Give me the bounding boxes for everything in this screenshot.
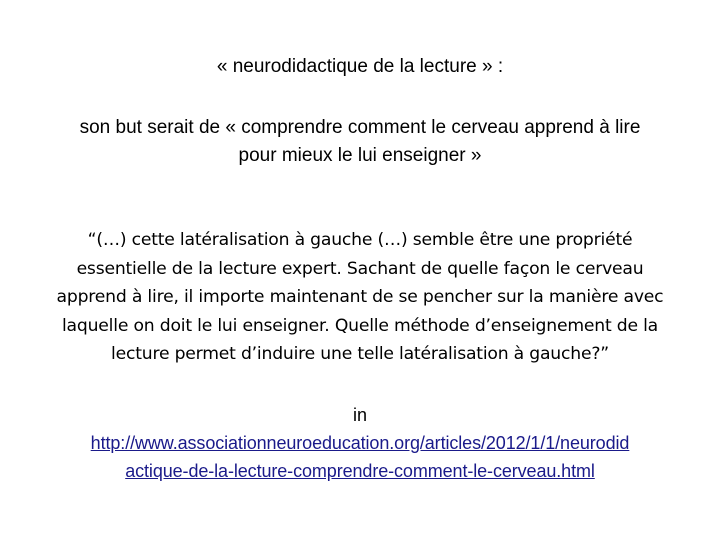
- source-link-line: http://www.associationneuroeducation.org/articles/2012/1/1/neurodid: [90, 433, 630, 453]
- quote-line: lecture permet d’induire une telle latéralisation à gauche?”: [111, 344, 609, 364]
- quote-line: laquelle on doit le lui enseigner. Quelle méthode d’enseignement de la: [61, 315, 659, 336]
- quote-line: essentielle de la lecture expert. Sachant de quelle façon le cerveau: [76, 258, 644, 279]
- slide-title-text: « neurodidactique de la lecture » :: [216, 56, 504, 77]
- definition-line: son but serait de « comprendre comment le cerveau apprend à lire: [79, 117, 641, 138]
- source-link[interactable]: [10, 429, 710, 485]
- source-link-line: actique-de-la-lecture-comprendre-comment-le-cerveau.html: [125, 461, 595, 481]
- source-citation: [0, 401, 720, 485]
- source-prefix: in: [352, 405, 367, 425]
- slide-title: [0, 54, 720, 80]
- quote-line: apprend à lire, il importe maintenant de se pencher sur la manière avec: [56, 287, 664, 307]
- definition-line: pour mieux le lui enseigner »: [238, 145, 482, 166]
- definition-paragraph: [0, 114, 720, 170]
- quote-line: “(…) cette latéralisation à gauche (…) semble être une propriété: [87, 230, 633, 250]
- quote-paragraph: [0, 226, 720, 369]
